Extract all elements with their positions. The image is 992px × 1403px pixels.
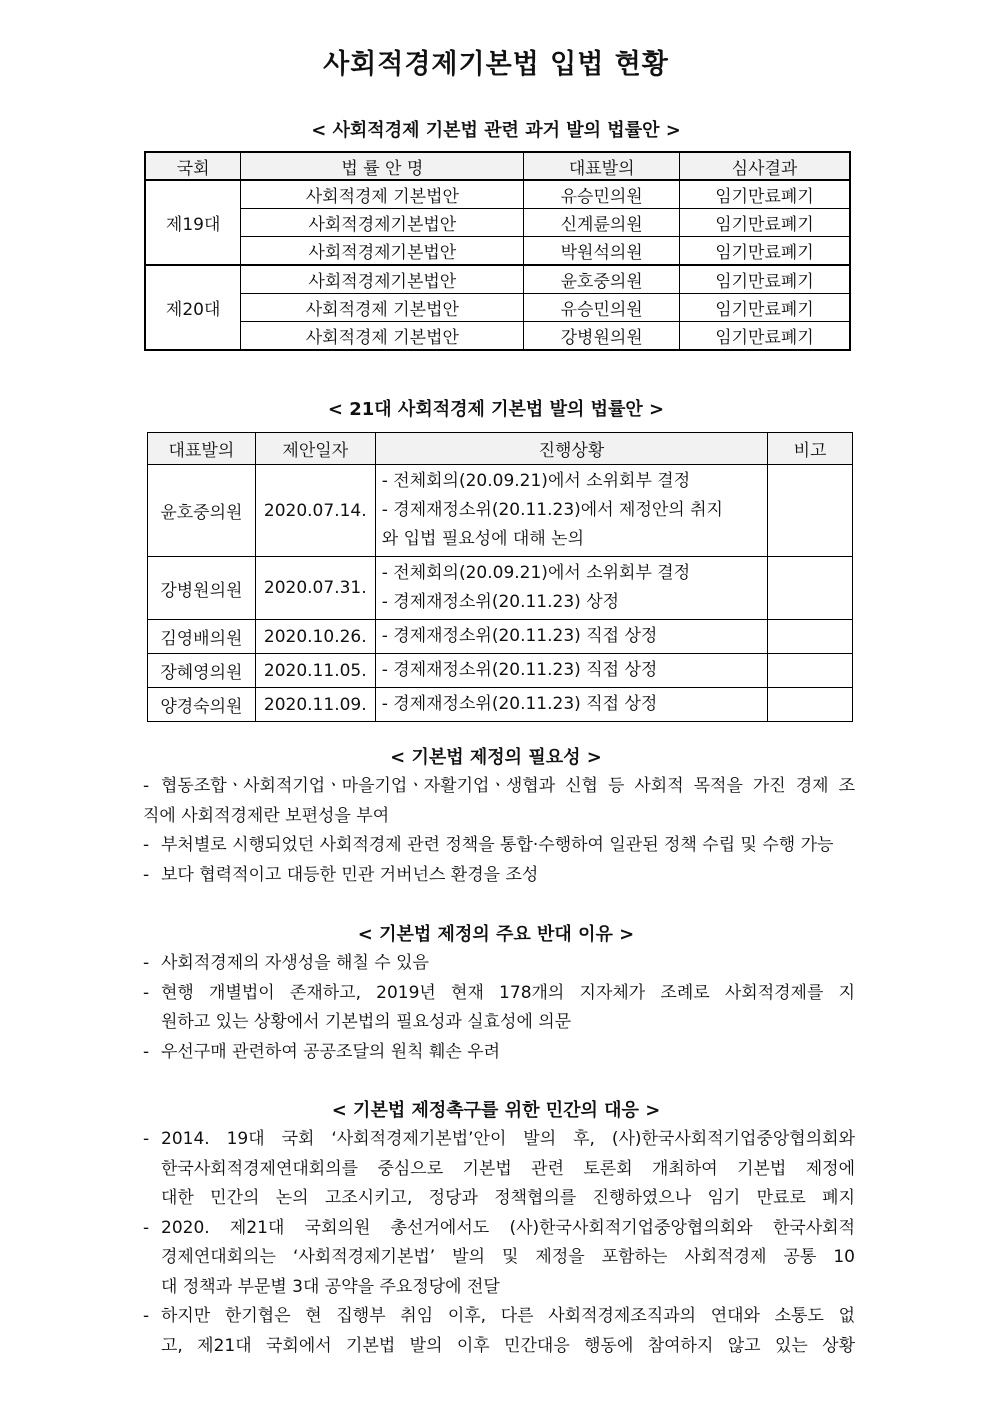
result-cell: 임기만료폐기 <box>679 294 850 322</box>
list-item-line: 2020. 제21대 국회의원 총선거에서도 (사)한국사회적기업중앙협의회와 한국사회적 <box>161 1217 855 1238</box>
dash-bullet: - <box>143 1217 150 1238</box>
bills-21-caption: < 21대 사회적경제 기본법 발의 법률안 > <box>327 399 665 420</box>
list-item <box>143 861 855 891</box>
dash-bullet: - <box>143 776 150 796</box>
list-item <box>143 949 855 979</box>
table-row <box>148 688 853 722</box>
list-item <box>143 1038 855 1068</box>
sponsor-cell: 양경숙의원 <box>148 688 256 722</box>
progress-line: - 경제재정소위(20.11.23)에서 제정안의 취지 <box>381 500 723 520</box>
list-item-line: 2014. 19대 국회 ‘사회적경제기본법’안이 발의 후, (사)한국사회적기업중앙협의회와 <box>161 1129 855 1149</box>
date-cell: 2020.07.14. <box>255 465 375 557</box>
assembly-cell: 제19대 <box>145 180 241 265</box>
dash-bullet: - <box>143 953 150 973</box>
list-item <box>143 772 855 802</box>
list-item-line: 현행 개별법이 존재하고, 2019년 현재 178개의 지자체가 조례로 사회적경제를 지 <box>161 982 855 1003</box>
column-header: 국회 <box>145 152 241 180</box>
column-header: 대표발의 <box>148 433 256 465</box>
column-header: 법 률 안 명 <box>241 152 524 180</box>
table-row <box>148 620 853 654</box>
result-cell: 임기만료폐기 <box>679 322 850 351</box>
progress-cell <box>375 620 767 654</box>
progress-cell <box>375 557 767 620</box>
list-item-line: 대한 민간의 논의 고조시키고, 정당과 정책협의를 진행하였으나 임기 만료로 폐지 <box>161 1188 855 1208</box>
sponsor-cell: 신계륜의원 <box>524 209 680 237</box>
sponsor-cell: 유승민의원 <box>524 294 680 322</box>
column-header: 대표발의 <box>524 152 680 180</box>
result-cell: 임기만료폐기 <box>679 209 850 237</box>
list-item-line: 한국사회적경제연대회의를 중심으로 기본법 관련 토론회 개최하여 기본법 제정에 <box>161 1158 855 1179</box>
table-row <box>148 557 853 620</box>
sponsor-cell: 윤호중의원 <box>148 465 256 557</box>
opposition-list <box>143 949 855 1067</box>
bill-name-cell: 사회적경제 기본법안 <box>241 294 524 322</box>
dash-bullet: - <box>143 1041 150 1062</box>
section-title-opposition: < 기본법 제정의 주요 반대 이유 > <box>357 924 635 945</box>
list-item <box>143 1214 855 1303</box>
column-header: 심사결과 <box>679 152 850 180</box>
progress-line: - 경제재정소위(20.11.23) 직접 상정 <box>381 694 658 714</box>
progress-cell <box>375 688 767 722</box>
list-item-line: 우선구매 관련하여 공공조달의 원칙 훼손 우려 <box>161 1041 501 1062</box>
table-row <box>145 209 850 237</box>
note-cell <box>768 465 853 557</box>
list-item-line: 경제연대회의는 ‘사회적경제기본법’ 발의 및 제정을 포함하는 사회적경제 공통 10 <box>161 1247 855 1267</box>
list-item-line: 보다 협력적이고 대등한 민관 거버넌스 환경을 조성 <box>161 864 539 885</box>
list-item-line: 사회적경제의 자생성을 해칠 수 있음 <box>161 953 429 973</box>
list-item-line: 대 정책과 부문별 3대 공약을 주요정당에 전달 <box>161 1276 500 1297</box>
progress-line: - 경제재정소위(20.11.23) 상정 <box>381 592 620 612</box>
date-cell: 2020.07.31. <box>255 557 375 620</box>
sponsor-cell: 장혜영의원 <box>148 654 256 688</box>
list-item-line: 협동조합ㆍ사회적기업ㆍ마을기업ㆍ자활기업ㆍ생협과 신협 등 사회적 목적을 가진 경제 조 <box>161 776 855 796</box>
list-item-line: 부처별로 시행되었던 사회적경제 관련 정책을 통합·수행하여 일관된 정책 수립 및 수행 가능 <box>161 835 834 855</box>
section-title-necessity: < 기본법 제정의 필요성 > <box>390 747 602 768</box>
table-row <box>145 237 850 266</box>
progress-cell <box>375 465 767 557</box>
sponsor-cell: 강병원의원 <box>524 322 680 351</box>
table-row <box>145 322 850 351</box>
note-cell <box>768 557 853 620</box>
date-cell: 2020.10.26. <box>255 620 375 654</box>
past-bills-table <box>144 151 851 351</box>
dash-bullet: - <box>143 982 150 1003</box>
table-row <box>148 654 853 688</box>
list-item <box>143 1125 855 1214</box>
progress-line: - 전체회의(20.09.21)에서 소위회부 결정 <box>381 563 691 583</box>
progress-cell <box>375 654 767 688</box>
table-row <box>148 465 853 557</box>
past-bills-caption: < 사회적경제 기본법 관련 과거 발의 법률안 > <box>311 120 681 141</box>
list-item-line: 하지만 한기협은 현 집행부 취임 이후, 다른 사회적경제조직과의 연대와 소통도 없 <box>161 1306 855 1326</box>
progress-line: 와 입법 필요성에 대해 논의 <box>381 529 585 549</box>
page-title: 사회적경제기본법 입법 현황 <box>323 49 669 80</box>
table-row <box>145 265 850 294</box>
progress-line: - 전체회의(20.09.21)에서 소위회부 결정 <box>381 471 691 491</box>
table-header-row <box>148 433 853 465</box>
list-item <box>143 979 855 1038</box>
sponsor-cell: 윤호중의원 <box>524 265 680 294</box>
bill-name-cell: 사회적경제 기본법안 <box>241 322 524 351</box>
dash-bullet: - <box>143 1306 150 1326</box>
progress-line: - 경제재정소위(20.11.23) 직접 상정 <box>381 626 658 646</box>
bill-name-cell: 사회적경제기본법안 <box>241 237 524 266</box>
note-cell <box>768 654 853 688</box>
note-cell <box>768 620 853 654</box>
dash-bullet: - <box>143 864 150 885</box>
bill-name-cell: 사회적경제기본법안 <box>241 209 524 237</box>
date-cell: 2020.11.05. <box>255 654 375 688</box>
table-row <box>145 180 850 209</box>
table-row <box>145 294 850 322</box>
bill-name-cell: 사회적경제 기본법안 <box>241 180 524 209</box>
result-cell: 임기만료폐기 <box>679 180 850 209</box>
list-item-continuation: 직에 사회적경제란 보편성을 부여 <box>143 805 390 826</box>
dash-bullet: - <box>143 1129 150 1149</box>
sponsor-cell: 강병원의원 <box>148 557 256 620</box>
bill-name-cell: 사회적경제기본법안 <box>241 265 524 294</box>
sponsor-cell: 박원석의원 <box>524 237 680 266</box>
column-header: 비고 <box>768 433 853 465</box>
civil-response-list <box>143 1125 855 1361</box>
list-item <box>143 1302 855 1361</box>
necessity-list <box>143 772 855 890</box>
sponsor-cell: 유승민의원 <box>524 180 680 209</box>
list-item-line: 고, 제21대 국회에서 기본법 발의 이후 민간대응 행동에 참여하지 않고 있는 상황 <box>161 1335 855 1356</box>
assembly-cell: 제20대 <box>145 265 241 350</box>
column-header: 진행상황 <box>375 433 767 465</box>
table-header-row <box>145 152 850 180</box>
bills-21-table <box>147 432 853 722</box>
result-cell: 임기만료폐기 <box>679 265 850 294</box>
column-header: 제안일자 <box>255 433 375 465</box>
progress-line: - 경제재정소위(20.11.23) 직접 상정 <box>381 660 658 680</box>
note-cell <box>768 688 853 722</box>
list-item <box>143 831 855 861</box>
date-cell: 2020.11.09. <box>255 688 375 722</box>
dash-bullet: - <box>143 835 150 855</box>
list-item-line: 원하고 있는 상황에서 기본법의 필요성과 실효성에 의문 <box>161 1012 572 1032</box>
section-title-civil-response: < 기본법 제정촉구를 위한 민간의 대응 > <box>331 1100 661 1121</box>
sponsor-cell: 김영배의원 <box>148 620 256 654</box>
result-cell: 임기만료폐기 <box>679 237 850 266</box>
